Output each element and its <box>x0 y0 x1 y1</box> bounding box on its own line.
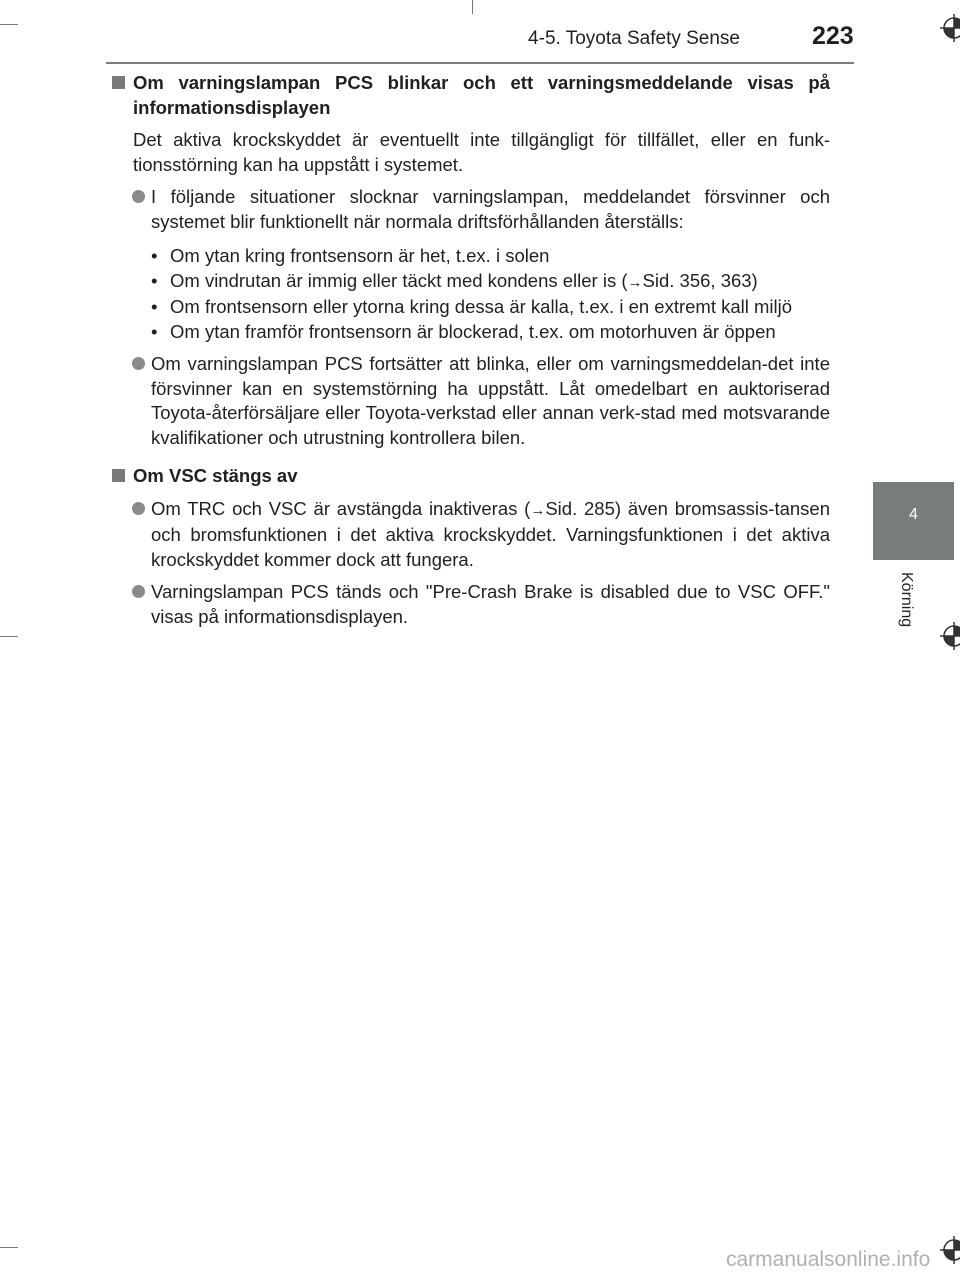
list-item <box>112 185 830 344</box>
square-bullet-icon <box>112 76 125 89</box>
chapter-tab <box>873 482 954 560</box>
list-item <box>112 352 830 450</box>
chapter-number: 4 <box>909 506 918 523</box>
header-divider <box>106 62 854 64</box>
chapter-label <box>893 572 917 642</box>
chapter-label-text: Körning <box>898 572 915 628</box>
sub-list <box>151 244 830 344</box>
page-number: 223 <box>812 22 854 50</box>
registration-mark-icon <box>940 1236 960 1264</box>
section-heading-text: Om varningslampan PCS blinkar och ett varningsmeddelande visas på informationsdisplayen <box>133 72 830 118</box>
registration-mark-icon <box>940 622 960 650</box>
section-heading-text: Om VSC stängs av <box>133 465 298 486</box>
circle-bullet-icon <box>132 585 145 598</box>
registration-mark-icon <box>940 14 960 42</box>
crop-mark <box>0 24 18 25</box>
circle-bullet-icon <box>132 190 145 203</box>
section-heading <box>112 71 830 120</box>
page-content <box>112 71 830 637</box>
list-item-text: Om varningslampan PCS fortsätter att blinka, eller om varningsmeddelan-det inte försvinner kan en systemstörning ha uppstått. Låt omedelbart en auktoriserad Toyota-återförsäljare eller Toyota-verkstad eller annan verk-stad med motsvarande kvalifikationer och utrustning kontrollera bilen. <box>151 353 830 448</box>
arrow-right-icon: → <box>530 501 546 519</box>
circle-bullet-icon <box>132 357 145 370</box>
crop-mark <box>0 636 18 637</box>
arrow-right-icon: → <box>627 273 643 291</box>
watermark: carmanualsonline.info <box>726 1248 931 1271</box>
section-heading <box>112 464 830 489</box>
sub-list-item <box>151 269 830 296</box>
sub-list-item: • Om frontsensorn eller ytorna kring dessa är kalla, t.ex. i en extremt kall miljö <box>151 295 830 320</box>
page-reference-link[interactable]: Sid. 356, 363) <box>642 269 758 291</box>
square-bullet-icon <box>112 469 125 482</box>
list-item-text: Varningslampan PCS tänds och "Pre-Crash Brake is disabled due to VSC OFF." visas på informationsdisplayen. <box>151 581 830 627</box>
list-item <box>112 580 830 629</box>
crop-mark <box>0 1247 18 1248</box>
sub-list-item: • Om ytan framför frontsensorn är blockerad, t.ex. om motorhuven är öppen <box>151 320 830 345</box>
list-item-text: Om TRC och VSC är avstängda inaktiveras ( <box>151 497 531 519</box>
circle-bullet-icon <box>132 502 145 515</box>
section-title: 4-5. Toyota Safety Sense <box>528 28 740 49</box>
sub-list-item-text: Om vindrutan är immig eller täckt med kondens eller is ( <box>170 269 628 291</box>
sub-list-item: • Om ytan kring frontsensorn är het, t.ex. i solen <box>151 244 830 269</box>
page-reference-text[interactable]: Sid. 285) även bromsassis-tansen och bromsfunktionen i det aktiva krockskyddet. Varningsfunktionen i det aktiva krockskyddet kommer dock att fungera. <box>151 497 830 570</box>
section-intro: Det aktiva krockskyddet är eventuellt inte tillgängligt för tillfället, eller en funk-tionsstörning kan ha uppstått i systemet. <box>133 129 830 175</box>
crop-mark <box>472 0 473 14</box>
list-item-text: I följande situationer slocknar varningslampan, meddelandet försvinner och systemet blir funktionellt när normala driftsförhållanden återställs: <box>151 186 830 232</box>
list-item <box>112 497 830 573</box>
